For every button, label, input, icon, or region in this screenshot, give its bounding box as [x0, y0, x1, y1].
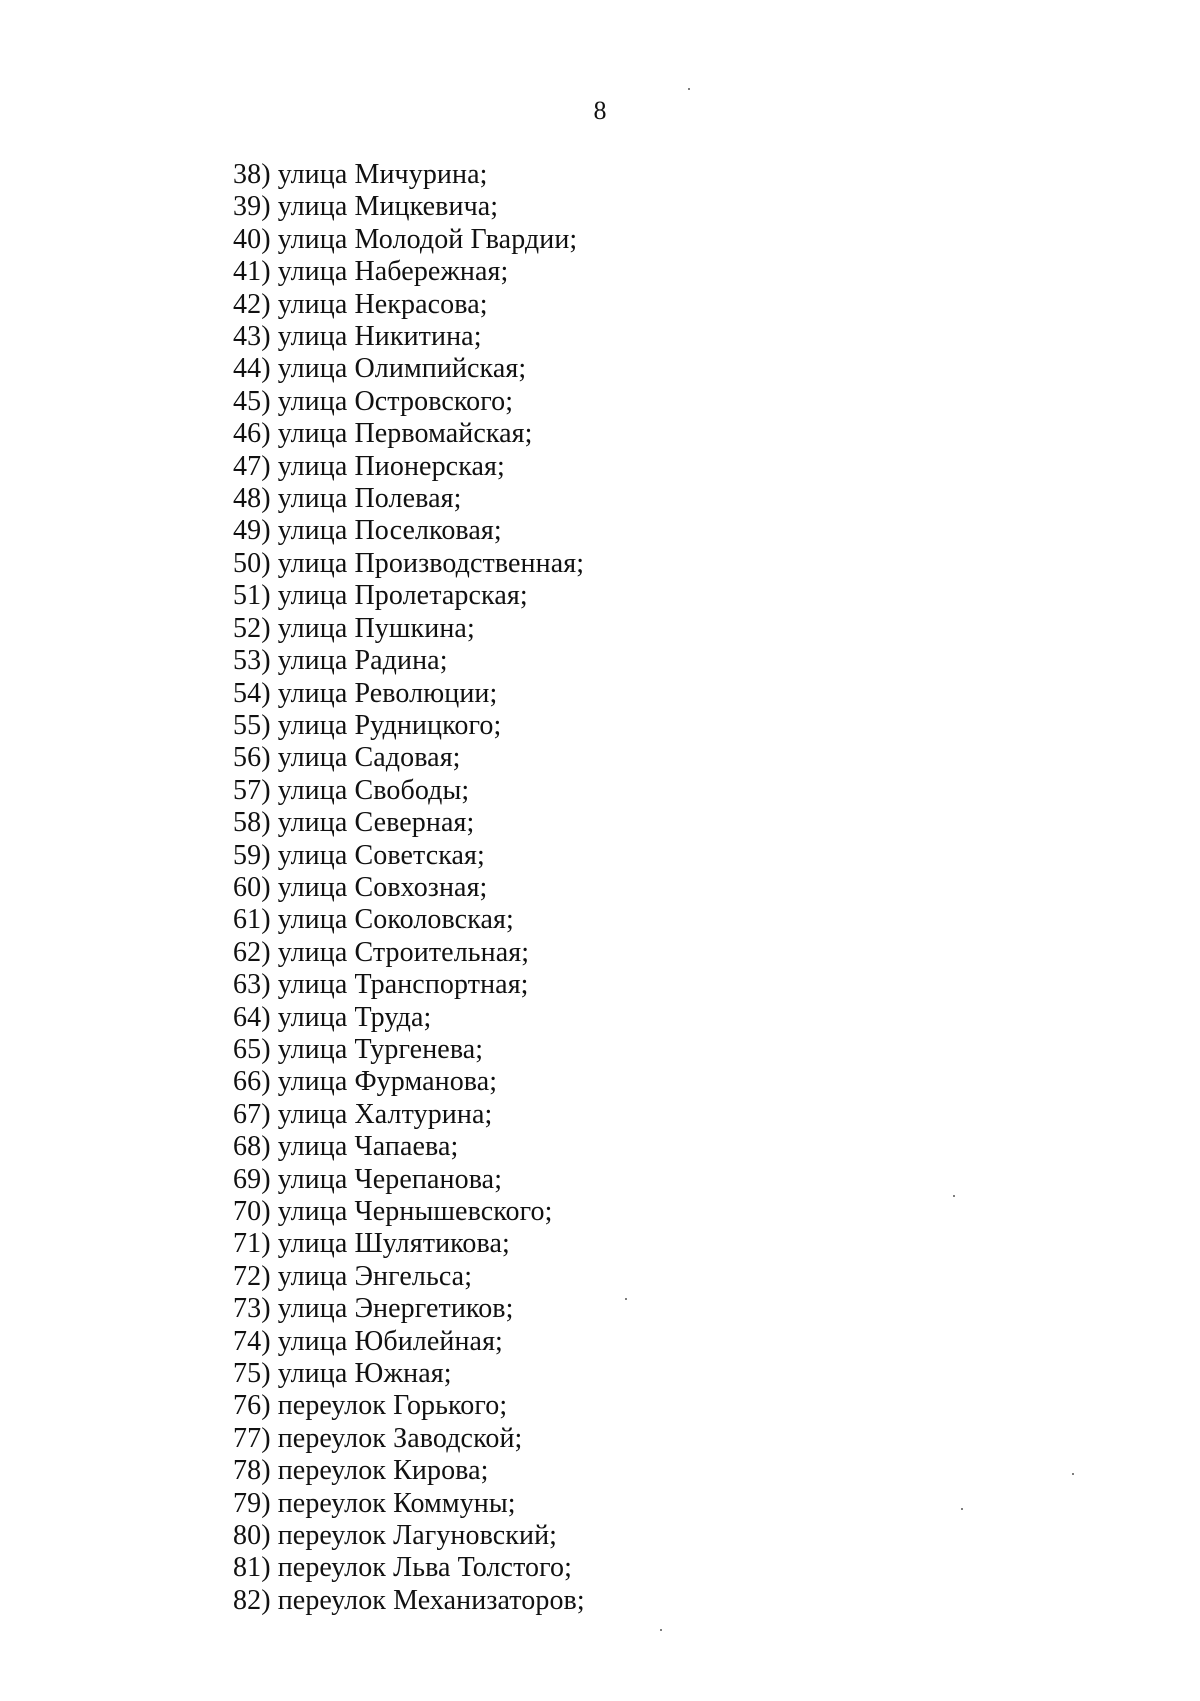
- list-item: 58) улица Северная;: [233, 807, 475, 839]
- list-item: 64) улица Труда;: [233, 1001, 432, 1033]
- list-item: 49) улица Поселковая;: [233, 515, 502, 547]
- list-item: 81) переулок Льва Толстого;: [233, 1552, 573, 1584]
- list-item: 77) переулок Заводской;: [233, 1422, 523, 1454]
- list-item: 66) улица Фурманова;: [233, 1066, 498, 1098]
- list-item: 38) улица Мичурина;: [233, 159, 488, 190]
- scan-speck: [961, 1508, 963, 1510]
- list-item: 42) улица Некрасова;: [233, 288, 488, 320]
- page-number: 8: [593, 96, 607, 125]
- list-item: 68) улица Чапаева;: [233, 1131, 459, 1163]
- list-item: 45) улица Островского;: [233, 385, 514, 417]
- list-item: 63) улица Транспортная;: [233, 969, 529, 1001]
- list-item: 76) переулок Горького;: [233, 1390, 508, 1422]
- list-item: 53) улица Радина;: [233, 645, 448, 677]
- list-item: 54) улица Революции;: [233, 677, 498, 709]
- list-item: 47) улица Пионерская;: [233, 450, 505, 482]
- list-item: 65) улица Тургенева;: [233, 1033, 484, 1065]
- list-item: 40) улица Молодой Гвардии;: [233, 223, 578, 255]
- list-item: 59) улица Советская;: [233, 839, 485, 871]
- list-item: 70) улица Чернышевского;: [233, 1196, 553, 1227]
- list-item: 79) переулок Коммуны;: [233, 1487, 516, 1519]
- scan-speck: [953, 1195, 955, 1197]
- list-item: 78) переулок Кирова;: [233, 1455, 489, 1487]
- list-item: 60) улица Совхозная;: [233, 871, 488, 903]
- scan-speck: [660, 1629, 662, 1631]
- list-item: 43) улица Никитина;: [233, 321, 482, 353]
- street-list: [233, 159, 585, 1617]
- list-item: 80) переулок Лагуновский;: [233, 1520, 558, 1552]
- list-item: 52) улица Пушкина;: [233, 612, 475, 644]
- list-item: 74) улица Юбилейная;: [233, 1325, 503, 1357]
- scan-speck: [1072, 1473, 1074, 1475]
- list-item: 71) улица Шулятикова;: [233, 1228, 510, 1260]
- list-item: 51) улица Пролетарская;: [233, 580, 528, 612]
- list-item: 69) улица Черепанова;: [233, 1163, 503, 1195]
- list-item: 48) улица Полевая;: [233, 483, 462, 515]
- list-item: 41) улица Набережная;: [233, 256, 509, 288]
- list-item: 44) улица Олимпийская;: [233, 353, 527, 385]
- list-item: 61) улица Соколовская;: [233, 904, 514, 936]
- list-item: 57) улица Свободы;: [233, 774, 470, 806]
- list-item: 72) улица Энгельса;: [233, 1260, 473, 1292]
- list-item: 73) улица Энергетиков;: [233, 1293, 514, 1325]
- list-item: 46) улица Первомайская;: [233, 418, 533, 450]
- scan-speck: [688, 88, 690, 90]
- list-item: 56) улица Садовая;: [233, 742, 461, 774]
- list-item: 62) улица Строительная;: [233, 936, 530, 968]
- list-item: 55) улица Рудницкого;: [233, 709, 502, 741]
- list-item: 50) улица Производственная;: [233, 547, 585, 579]
- scan-speck: [625, 1298, 627, 1300]
- list-item: 39) улица Мицкевича;: [233, 191, 499, 223]
- list-item: 67) улица Халтурина;: [233, 1098, 493, 1130]
- list-item: 75) улица Южная;: [233, 1358, 452, 1390]
- list-item: 82) переулок Механизаторов;: [233, 1584, 585, 1616]
